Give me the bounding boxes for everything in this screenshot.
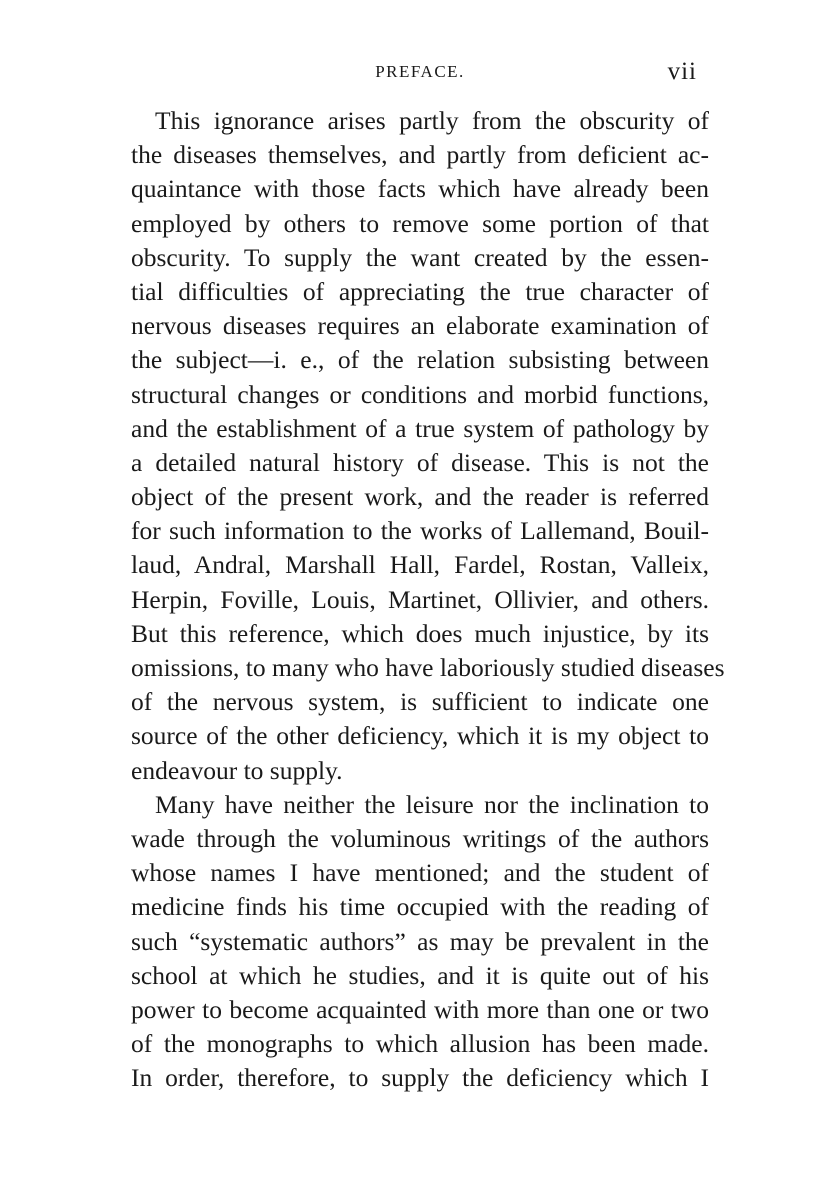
text-line: the subject—i. e., of the relation subsisting between	[131, 345, 709, 375]
text-line: wade through the voluminous writings of the authors	[131, 823, 709, 853]
text-line: for such information to the works of Lallemand, Bouil-	[131, 516, 709, 546]
text-line: a detailed natural history of disease. This is not the	[131, 447, 709, 477]
text-line: such “systematic authors” as may be prevalent in the	[131, 926, 709, 956]
text-line: endeavour to supply.	[131, 755, 343, 785]
text-line: medicine finds his time occupied with the reading of	[131, 892, 709, 922]
text-line: tial difficulties of appreciating the true character of	[131, 276, 709, 306]
text-line: But this reference, which does much injustice, by its	[131, 618, 709, 648]
text-line: laud, Andral, Marshall Hall, Fardel, Rostan, Valleix,	[131, 550, 709, 580]
running-title: PREFACE.	[375, 62, 465, 81]
text-line: In order, therefore, to supply the deficiency which I	[131, 1063, 709, 1093]
paragraph-2	[131, 788, 709, 1096]
text-line: structural changes or conditions and morbid functions,	[131, 379, 709, 409]
text-line: school at which he studies, and it is quite out of his	[131, 960, 709, 990]
text-line: quaintance with those facts which have already been	[131, 174, 709, 204]
text-line: Herpin, Foville, Louis, Martinet, Ollivier, and others.	[131, 584, 709, 614]
text-line: and the establishment of a true system of pathology by	[131, 413, 709, 443]
text-line: source of the other deficiency, which it is my object to	[131, 721, 709, 751]
text-line: Many have neither the leisure nor the inclination to	[155, 789, 709, 819]
text-line: whose names I have mentioned; and the student of	[131, 858, 709, 888]
page-number: vii	[667, 58, 697, 85]
running-head	[131, 58, 709, 88]
paragraph-1	[131, 104, 725, 788]
text-line: nervous diseases requires an elaborate examination of	[131, 311, 709, 341]
text-line: the diseases themselves, and partly from deficient ac-	[131, 140, 709, 170]
text-line: power to become acquainted with more than one or two	[131, 994, 709, 1024]
text-line: object of the present work, and the reader is referred	[131, 482, 709, 512]
text-line: of the monographs to which allusion has been made.	[131, 1029, 709, 1059]
body-text	[131, 104, 725, 1095]
text-line: omissions, to many who have laboriously studied diseases	[131, 653, 725, 682]
text-line: This ignorance arises partly from the obscurity of	[155, 106, 709, 135]
text-line: obscurity. To supply the want created by the essen-	[131, 242, 709, 272]
text-line: employed by others to remove some portion of that	[131, 208, 709, 238]
text-line: of the nervous system, is sufficient to indicate one	[131, 687, 709, 717]
